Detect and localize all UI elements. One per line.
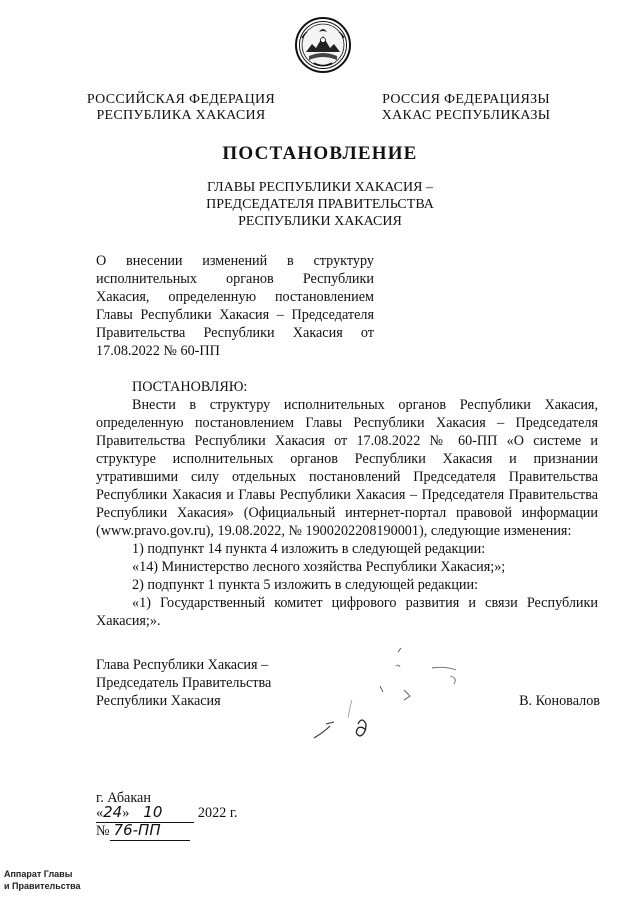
subtitle-line3: РЕСПУБЛИКИ ХАКАСИЯ <box>238 214 402 229</box>
date-month-handwritten: 10 <box>143 803 163 821</box>
signatory-position-line2: Председатель Правительства <box>96 675 272 691</box>
document-number <box>96 821 190 841</box>
date-day-field <box>96 803 194 823</box>
signatory-position-line1: Глава Республики Хакасия – <box>96 657 269 673</box>
document-subject: О внесении изменений в структуру исполнительных органов Республики Хакасия, определенную постановлением Главы Республики Хакасия – Председателя Правительства Республики Хакасия от 17.08.2022 № 60-ПП <box>96 253 374 359</box>
document-date <box>96 803 238 823</box>
header-left-line1: РОССИЙСКАЯ ФЕДЕРАЦИЯ <box>86 92 276 107</box>
number-handwritten: 76-ПП <box>113 821 161 839</box>
postanovlyayu-heading: ПОСТАНОВЛЯЮ: <box>132 379 248 395</box>
date-year: 2022 г. <box>197 805 238 821</box>
body-intro-paragraph: Внести в структуру исполнительных органов Республики Хакасия, определенную постановлением Главы Республики Хакасия – Председателя Правительства Республики Хакасия от 17.08.2022 № 60-ПП «О системе и структуре исполнительных органов Республики Хакасия и признании утратившими силу отдельных постановлений Председателя Правительства Республики Хакасия и Главы Республики Хакасия – Председателя Правительства Республики Хакасия» (Официальный интернет-портал правовой информации (www.pravo.gov.ru), 19.08.2022, № 1900202208190001), следующие изменения: <box>96 397 598 539</box>
header-left-line2: РЕСПУБЛИКА ХАКАСИЯ <box>96 108 266 123</box>
signatory-position-line3: Республики Хакасия <box>96 693 221 709</box>
subtitle-line2: ПРЕДСЕДАТЕЛЯ ПРАВИТЕЛЬСТВА <box>206 197 434 212</box>
registration-stamp <box>4 868 81 892</box>
subtitle-line1: ГЛАВЫ РЕСПУБЛИКИ ХАКАСИЯ – <box>207 180 433 195</box>
place-of-issue: г. Абакан <box>96 790 151 806</box>
header-right-line1: РОССИЯ ФЕДЕРАЦИЯЗЫ <box>382 92 550 107</box>
body-item-2-text: «1) Государственный комитет цифрового развития и связи Республики Хакасия;». <box>96 595 598 629</box>
header-right-line2: ХАКАС РЕСПУБЛИКАЗЫ <box>381 108 551 123</box>
date-quote-close: » <box>122 805 130 821</box>
body-item-1: 1) подпункт 14 пункта 4 изложить в следующей редакции: <box>132 541 486 557</box>
body-item-1-text: «14) Министерство лесного хозяйства Республики Хакасия;»; <box>132 559 506 575</box>
date-day-handwritten: 24 <box>103 803 123 821</box>
handwritten-signature <box>300 640 470 750</box>
number-field <box>110 821 190 841</box>
signatory-position <box>96 656 316 710</box>
coat-of-arms-icon <box>294 16 352 74</box>
header-right-block <box>376 92 556 124</box>
stamp-line1: Аппарат Главы <box>4 869 73 879</box>
signatory-name: В. Коновалов <box>519 693 600 709</box>
document-subtitle <box>170 179 470 230</box>
stamp-line2: и Правительства <box>4 881 81 891</box>
document-title: ПОСТАНОВЛЕНИЕ <box>222 143 418 164</box>
document-body <box>96 378 598 630</box>
body-item-2: 2) подпункт 1 пункта 5 изложить в следующей редакции: <box>132 577 479 593</box>
number-prefix: № <box>96 823 110 839</box>
header-left-block <box>86 92 276 124</box>
date-quote-open: « <box>96 805 104 821</box>
